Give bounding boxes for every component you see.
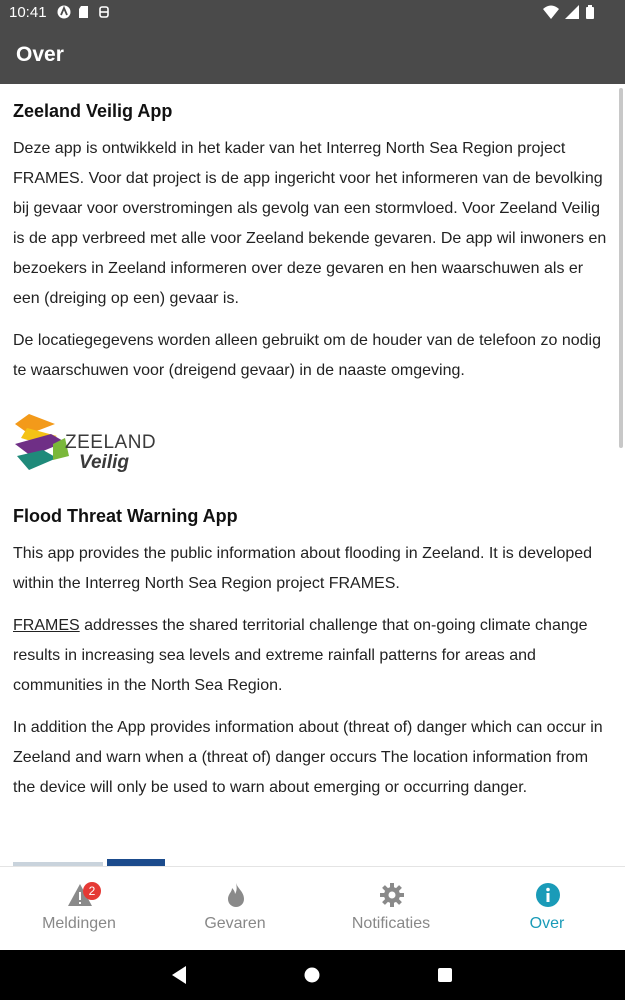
notification-app-icon bbox=[57, 5, 71, 19]
sd-card-icon bbox=[77, 5, 91, 19]
logo-text-line1: ZEELAND bbox=[65, 432, 157, 453]
flame-icon bbox=[223, 882, 249, 908]
section-en bbox=[13, 506, 613, 803]
meldingen-badge: 2 bbox=[83, 882, 101, 900]
scrollbar[interactable] bbox=[619, 88, 623, 448]
cell-signal-icon bbox=[565, 5, 579, 19]
nav-label-notificaties: Notificaties bbox=[351, 915, 431, 932]
battery-icon bbox=[585, 5, 595, 19]
nav-label-gevaren: Gevaren bbox=[204, 915, 266, 932]
sync-icon bbox=[97, 5, 111, 19]
info-icon bbox=[535, 882, 561, 908]
recents-icon[interactable] bbox=[436, 965, 454, 985]
system-navigation-bar bbox=[0, 950, 625, 1000]
app-bar bbox=[0, 27, 625, 84]
nav-item-over[interactable] bbox=[469, 867, 625, 951]
interreg-logo-partial bbox=[13, 859, 165, 866]
about-content[interactable] bbox=[0, 84, 625, 866]
section-en-paragraph-2 bbox=[13, 611, 613, 701]
section-en-paragraph-2-text: addresses the shared territorial challenge that on-going climate change results in increasing sea levels and extreme rainfall patterns for areas and communities in the North Sea Region. bbox=[13, 617, 588, 694]
bottom-navigation bbox=[0, 866, 625, 951]
section-nl-paragraph-1: Deze app is ontwikkeld in het kader van het Interreg North Sea Region project FRAMES. Voor dat project is de app ingericht voor het informeren van de bevolking bij gevaar voor overstromingen als gevolg van een stormvloed. Voor Zeeland Veilig is de app verbreed met alle voor Zeeland bekende gevaren. De app wil inwoners en bezoekers in Zeeland informeren over deze gevaren en hen waarschuwen als er een (dreiging op een) gevaar is. bbox=[13, 140, 607, 307]
status-time: 10:41 bbox=[9, 4, 47, 21]
status-bar bbox=[0, 0, 625, 27]
section-nl-heading: Zeeland Veilig App bbox=[13, 101, 173, 121]
nav-item-gevaren[interactable] bbox=[157, 867, 313, 951]
back-icon[interactable] bbox=[170, 965, 188, 985]
section-nl bbox=[13, 101, 613, 386]
nav-item-notificaties[interactable] bbox=[313, 867, 469, 951]
logo-text-line2: Veilig bbox=[79, 452, 129, 473]
nav-item-meldingen[interactable] bbox=[1, 867, 157, 951]
section-nl-paragraph-2: De locatiegegevens worden alleen gebruikt om de houder van de telefoon zo nodig te waarschuwen voor (dreigend gevaar) in de naaste omgeving. bbox=[13, 332, 601, 379]
zeeland-veilig-logo bbox=[13, 412, 613, 476]
page-title: Over bbox=[16, 43, 64, 66]
gear-icon bbox=[379, 882, 405, 908]
home-icon[interactable] bbox=[303, 965, 321, 985]
section-en-paragraph-1: This app provides the public information about flooding in Zeeland. It is developed within the Interreg North Sea Region project FRAMES. bbox=[13, 545, 593, 592]
section-en-heading: Flood Threat Warning App bbox=[13, 506, 238, 526]
section-en-paragraph-3: In addition the App provides information about (threat of) danger which can occur in Zeeland and warn when a (threat of) danger occurs The location information from the device will only be used to warn about emerging or occurring danger. bbox=[13, 719, 603, 796]
wifi-icon bbox=[543, 5, 559, 19]
nav-label-meldingen: Meldingen bbox=[42, 915, 116, 932]
frames-link[interactable]: FRAMES bbox=[13, 617, 80, 634]
nav-label-over: Over bbox=[529, 915, 565, 932]
